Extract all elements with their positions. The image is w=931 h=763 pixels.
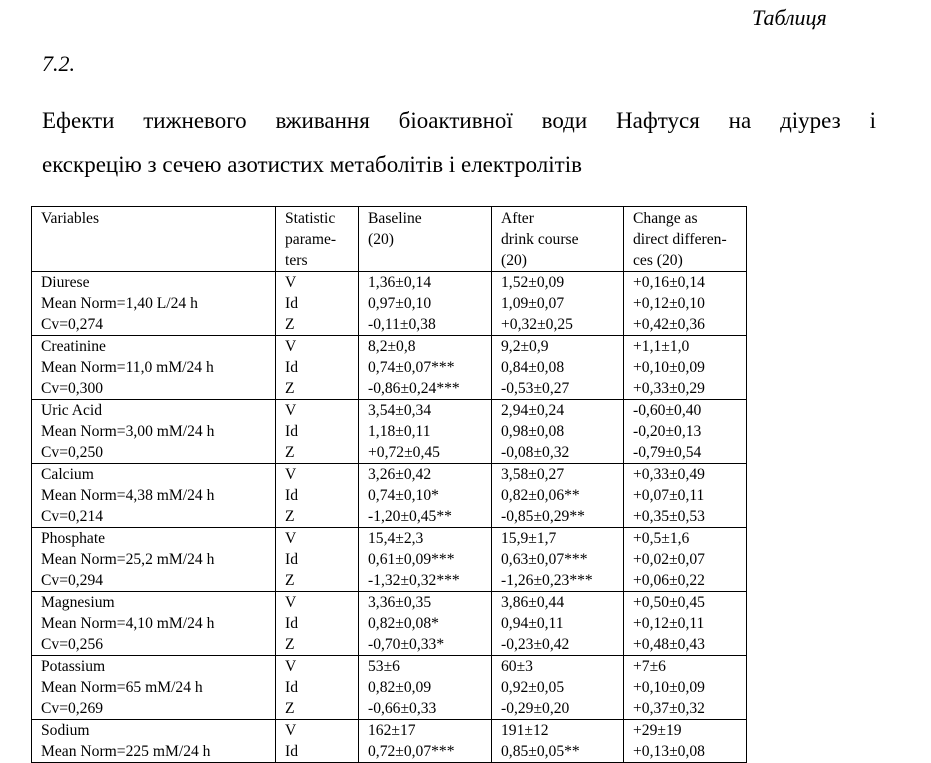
cell-baseline-line: +0,72±0,45 xyxy=(368,444,440,461)
cell-after-line: -0,08±0,32 xyxy=(501,444,570,461)
cell-after xyxy=(492,656,624,720)
cell-statistic-line: V xyxy=(285,594,297,611)
cell-variable-line: Cv=0,269 xyxy=(41,700,104,717)
cell-variable-line: Cv=0,274 xyxy=(41,316,104,333)
cell-change xyxy=(624,592,747,656)
cell-baseline-line: 0,74±0,10* xyxy=(368,487,439,504)
cell-statistic-line: Id xyxy=(285,295,298,312)
cell-baseline-line: -0,70±0,33* xyxy=(368,636,445,653)
cell-change-line: +0,50±0,45 xyxy=(633,594,705,611)
cell-change-line: +0,10±0,09 xyxy=(633,359,705,376)
cell-baseline-line: 3,36±0,35 xyxy=(368,594,432,611)
cell-variable-line: Mean Norm=11,0 mM/24 h xyxy=(41,359,214,376)
cell-change-line: +0,02±0,07 xyxy=(633,551,705,568)
cell-after xyxy=(492,592,624,656)
table-body xyxy=(32,272,747,763)
header-variables: Variables xyxy=(32,207,276,272)
cell-after-line: 0,92±0,05 xyxy=(501,679,565,696)
cell-variable xyxy=(32,592,276,656)
cell-variable xyxy=(32,656,276,720)
cell-statistic-line: Id xyxy=(285,615,298,632)
cell-change xyxy=(624,464,747,528)
cell-baseline xyxy=(359,720,492,763)
cell-statistic-line: V xyxy=(285,274,297,291)
cell-statistic-line: Z xyxy=(285,572,295,589)
cell-after-line: 2,94±0,24 xyxy=(501,402,565,419)
cell-variable-line: Mean Norm=25,2 mM/24 h xyxy=(41,551,215,568)
table-row xyxy=(32,656,747,720)
cell-variable-line: Mean Norm=4,10 mM/24 h xyxy=(41,615,215,632)
cell-baseline-line: 8,2±0,8 xyxy=(368,338,416,355)
cell-baseline-line: -0,86±0,24*** xyxy=(368,380,460,397)
cell-change xyxy=(624,336,747,400)
cell-baseline-line: 3,26±0,42 xyxy=(368,466,432,483)
header-statistic-parameters: Statistic parame- ters xyxy=(276,207,359,272)
cell-variable-line: Potassium xyxy=(41,658,106,675)
cell-baseline-line: 1,18±0,11 xyxy=(368,423,431,440)
cell-baseline-line: 1,36±0,14 xyxy=(368,274,432,291)
cell-variable-line: Cv=0,250 xyxy=(41,444,104,461)
cell-variable-line: Cv=0,294 xyxy=(41,572,104,589)
cell-baseline xyxy=(359,400,492,464)
cell-baseline-line: 0,61±0,09*** xyxy=(368,551,455,568)
cell-change-line: -0,20±0,13 xyxy=(633,423,702,440)
table-row xyxy=(32,464,747,528)
cell-baseline xyxy=(359,336,492,400)
table-caption-continuation: екскрецію з сечею азотистих метаболітів і електролітів xyxy=(42,152,582,177)
cell-baseline-line: 3,54±0,34 xyxy=(368,402,432,419)
cell-after-line: 191±12 xyxy=(501,722,549,739)
cell-after-line: 0,84±0,08 xyxy=(501,359,565,376)
cell-statistic-line: Z xyxy=(285,444,295,461)
cell-after-line: 1,52±0,09 xyxy=(501,274,565,291)
cell-baseline-line: 0,82±0,09 xyxy=(368,679,432,696)
cell-variable xyxy=(32,272,276,336)
cell-variable-line: Creatinine xyxy=(41,338,106,355)
cell-baseline-line: 162±17 xyxy=(368,722,416,739)
cell-statistic xyxy=(276,528,359,592)
table-number: 7.2. xyxy=(42,51,75,76)
cell-statistic-line: V xyxy=(285,402,297,419)
cell-baseline-line: -0,66±0,33 xyxy=(368,700,437,717)
cell-statistic-line: Id xyxy=(285,487,298,504)
header-after-drink-course: After drink course (20) xyxy=(492,207,624,272)
cell-statistic xyxy=(276,336,359,400)
cell-baseline xyxy=(359,272,492,336)
cell-after-line: 15,9±1,7 xyxy=(501,530,557,547)
cell-baseline-line: 0,97±0,10 xyxy=(368,295,432,312)
table-row xyxy=(32,272,747,336)
cell-change xyxy=(624,400,747,464)
cell-after xyxy=(492,400,624,464)
cell-variable xyxy=(32,336,276,400)
cell-variable xyxy=(32,528,276,592)
cell-baseline-line: -1,20±0,45** xyxy=(368,508,452,525)
cell-after-line: +0,32±0,25 xyxy=(501,316,573,333)
cell-variable-line: Mean Norm=4,38 mM/24 h xyxy=(41,487,215,504)
header-change: Change as direct differen- ces (20) xyxy=(624,207,747,272)
cell-change-line: +0,12±0,11 xyxy=(633,615,705,632)
cell-after xyxy=(492,720,624,763)
cell-after-line: -0,53±0,27 xyxy=(501,380,570,397)
cell-statistic-line: Z xyxy=(285,316,295,333)
cell-statistic xyxy=(276,400,359,464)
cell-change-line: +0,06±0,22 xyxy=(633,572,705,589)
cell-baseline-line: 0,74±0,07*** xyxy=(368,359,455,376)
cell-after-line: -0,85±0,29** xyxy=(501,508,585,525)
cell-baseline xyxy=(359,528,492,592)
table-row xyxy=(32,336,747,400)
cell-variable-line: Cv=0,256 xyxy=(41,636,104,653)
cell-statistic-line: Z xyxy=(285,636,295,653)
cell-after-line: -0,29±0,20 xyxy=(501,700,570,717)
cell-variable-line: Calcium xyxy=(41,466,94,483)
cell-after-line: 0,98±0,08 xyxy=(501,423,565,440)
cell-after xyxy=(492,272,624,336)
table-header-row xyxy=(32,207,747,272)
table-row xyxy=(32,400,747,464)
cell-after xyxy=(492,528,624,592)
cell-variable-line: Phosphate xyxy=(41,530,106,547)
cell-statistic-line: V xyxy=(285,466,297,483)
cell-variable-line: Sodium xyxy=(41,722,90,739)
cell-variable-line: Mean Norm=1,40 L/24 h xyxy=(41,295,198,312)
cell-after-line: 0,82±0,06** xyxy=(501,487,580,504)
cell-change-line: +0,16±0,14 xyxy=(633,274,705,291)
cell-variable-line: Mean Norm=65 mM/24 h xyxy=(41,679,203,696)
cell-change-line: +1,1±1,0 xyxy=(633,338,690,355)
cell-after-line: 3,86±0,44 xyxy=(501,594,565,611)
cell-baseline-line: 0,72±0,07*** xyxy=(368,743,455,760)
cell-after xyxy=(492,336,624,400)
cell-after-line: 60±3 xyxy=(501,658,533,675)
cell-variable-line: Uric Acid xyxy=(41,402,103,419)
cell-change-line: +7±6 xyxy=(633,658,666,675)
cell-baseline-line: 53±6 xyxy=(368,658,400,675)
cell-statistic xyxy=(276,464,359,528)
cell-variable-line: Mean Norm=225 mM/24 h xyxy=(41,743,211,760)
cell-baseline-line: 0,82±0,08* xyxy=(368,615,439,632)
cell-after-line: 1,09±0,07 xyxy=(501,295,565,312)
cell-change-line: +0,13±0,08 xyxy=(633,743,705,760)
table-row xyxy=(32,528,747,592)
cell-change-line: +0,35±0,53 xyxy=(633,508,705,525)
cell-statistic-line: V xyxy=(285,658,297,675)
cell-statistic-line: Z xyxy=(285,380,295,397)
cell-statistic xyxy=(276,272,359,336)
cell-baseline-line: 15,4±2,3 xyxy=(368,530,424,547)
cell-change xyxy=(624,720,747,763)
cell-statistic-line: Id xyxy=(285,423,298,440)
cell-change-line: +29±19 xyxy=(633,722,682,739)
cell-change-line: +0,33±0,29 xyxy=(633,380,705,397)
cell-after-line: 3,58±0,27 xyxy=(501,466,565,483)
cell-statistic-line: Id xyxy=(285,743,298,760)
cell-statistic xyxy=(276,720,359,763)
cell-statistic xyxy=(276,656,359,720)
cell-variable-line: Cv=0,300 xyxy=(41,380,104,397)
cell-after-line: 9,2±0,9 xyxy=(501,338,549,355)
table-caption: Ефекти тижневого вживання біоактивної води Нафтуся на діурез і xyxy=(42,108,876,133)
header-baseline: Baseline (20) xyxy=(359,207,492,272)
cell-statistic xyxy=(276,592,359,656)
cell-change xyxy=(624,528,747,592)
cell-statistic-line: Id xyxy=(285,679,298,696)
cell-baseline xyxy=(359,464,492,528)
table-row xyxy=(32,592,747,656)
cell-after-line: 0,63±0,07*** xyxy=(501,551,588,568)
table-row xyxy=(32,720,747,763)
cell-baseline xyxy=(359,656,492,720)
cell-change-line: +0,33±0,49 xyxy=(633,466,705,483)
cell-variable-line: Mean Norm=3,00 mM/24 h xyxy=(41,423,215,440)
cell-change-line: +0,5±1,6 xyxy=(633,530,690,547)
table-label: Таблиця xyxy=(752,5,827,30)
cell-after-line: -0,23±0,42 xyxy=(501,636,570,653)
cell-baseline-line: -1,32±0,32*** xyxy=(368,572,460,589)
results-table xyxy=(31,206,747,763)
cell-baseline-line: -0,11±0,38 xyxy=(368,316,436,333)
cell-statistic-line: Z xyxy=(285,700,295,717)
cell-statistic-line: Z xyxy=(285,508,295,525)
cell-baseline xyxy=(359,592,492,656)
cell-change-line: +0,10±0,09 xyxy=(633,679,705,696)
cell-after-line: 0,85±0,05** xyxy=(501,743,580,760)
cell-change xyxy=(624,656,747,720)
cell-change-line: +0,37±0,32 xyxy=(633,700,705,717)
cell-variable-line: Diurese xyxy=(41,274,90,291)
cell-change-line: +0,42±0,36 xyxy=(633,316,705,333)
cell-change-line: -0,79±0,54 xyxy=(633,444,702,461)
cell-statistic-line: V xyxy=(285,530,297,547)
cell-statistic-line: V xyxy=(285,338,297,355)
cell-statistic-line: Id xyxy=(285,551,298,568)
cell-change-line: +0,12±0,10 xyxy=(633,295,705,312)
cell-change-line: -0,60±0,40 xyxy=(633,402,702,419)
cell-variable xyxy=(32,464,276,528)
cell-statistic-line: Id xyxy=(285,359,298,376)
cell-change-line: +0,48±0,43 xyxy=(633,636,705,653)
cell-change-line: +0,07±0,11 xyxy=(633,487,705,504)
cell-variable xyxy=(32,400,276,464)
cell-after-line: -1,26±0,23*** xyxy=(501,572,593,589)
cell-variable xyxy=(32,720,276,763)
cell-after-line: 0,94±0,11 xyxy=(501,615,564,632)
cell-change xyxy=(624,272,747,336)
cell-statistic-line: V xyxy=(285,722,297,739)
cell-after xyxy=(492,464,624,528)
cell-variable-line: Magnesium xyxy=(41,594,115,611)
cell-variable-line: Cv=0,214 xyxy=(41,508,104,525)
